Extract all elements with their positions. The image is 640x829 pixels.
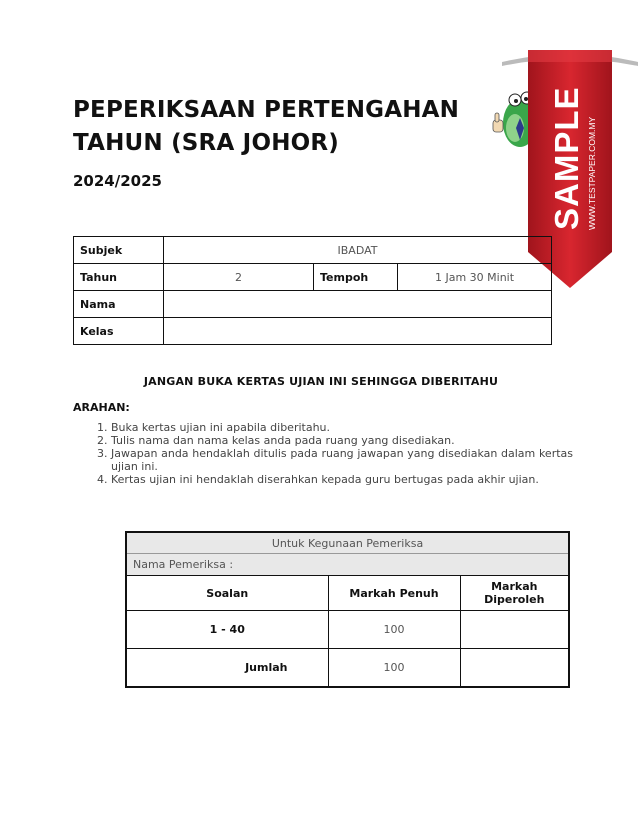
col-markah-diperoleh-line1: Markah — [491, 580, 538, 593]
kelas-field[interactable] — [164, 318, 552, 345]
col-markah-diperoleh — [460, 576, 569, 611]
list-item: 3. Jawapan anda hendaklah ditulis pada ruang jawapan yang disediakan dalam kertas ujian ini. — [111, 447, 573, 473]
subjek-label: Subjek — [74, 237, 164, 264]
arahan-heading: ARAHAN: — [73, 401, 130, 414]
col-markah-penuh: Markah Penuh — [328, 576, 460, 611]
kelas-label: Kelas — [74, 318, 164, 345]
ribbon-sample-text: SAMPLE — [548, 86, 585, 230]
col-soalan: Soalan — [126, 576, 328, 611]
warning-text: JANGAN BUKA KERTAS UJIAN INI SEHINGGA DIBERITAHU — [143, 375, 499, 388]
list-item: 4. Kertas ujian ini hendaklah diserahkan kepada guru bertugas pada akhir ujian. — [111, 473, 573, 486]
tahun-label: Tahun — [74, 264, 164, 291]
table-row — [126, 611, 569, 649]
ribbon-site-text: WWW.TESTPAPER.COM.MY — [587, 116, 597, 230]
tempoh-value: 1 Jam 30 Minit — [398, 264, 552, 291]
info-table — [73, 236, 552, 345]
list-item: 2. Tulis nama dan nama kelas anda pada ruang yang disediakan. — [111, 434, 573, 447]
col-markah-diperoleh-line2: Diperoleh — [484, 593, 545, 606]
table-row — [126, 532, 569, 554]
examiner-header: Untuk Kegunaan Pemeriksa — [126, 532, 569, 554]
tahun-value: 2 — [164, 264, 314, 291]
table-row — [126, 649, 569, 687]
nama-label: Nama — [74, 291, 164, 318]
table-row — [126, 554, 569, 576]
table-row — [74, 264, 552, 291]
jumlah-label: Jumlah — [126, 649, 328, 687]
examiner-table — [125, 531, 570, 688]
subjek-value: IBADAT — [164, 237, 552, 264]
table-row — [126, 576, 569, 611]
row1-markah-diperoleh[interactable] — [460, 611, 569, 649]
tempoh-label: Tempoh — [314, 264, 398, 291]
academic-year: 2024/2025 — [73, 172, 162, 190]
examiner-name-label: Nama Pemeriksa : — [126, 554, 569, 576]
row1-markah-penuh: 100 — [328, 611, 460, 649]
jumlah-markah-penuh: 100 — [328, 649, 460, 687]
title-line-2: TAHUN (SRA JOHOR) — [73, 130, 340, 156]
table-row — [74, 237, 552, 264]
table-row — [74, 318, 552, 345]
list-item: 1. Buka kertas ujian ini apabila diberitahu. — [111, 421, 573, 434]
instruction-list — [73, 421, 573, 486]
row1-soalan: 1 - 40 — [126, 611, 328, 649]
table-row — [74, 291, 552, 318]
page-title — [73, 94, 493, 160]
nama-field[interactable] — [164, 291, 552, 318]
title-line-1: PEPERIKSAAN PERTENGAHAN — [73, 97, 460, 123]
jumlah-markah-diperoleh[interactable] — [460, 649, 569, 687]
